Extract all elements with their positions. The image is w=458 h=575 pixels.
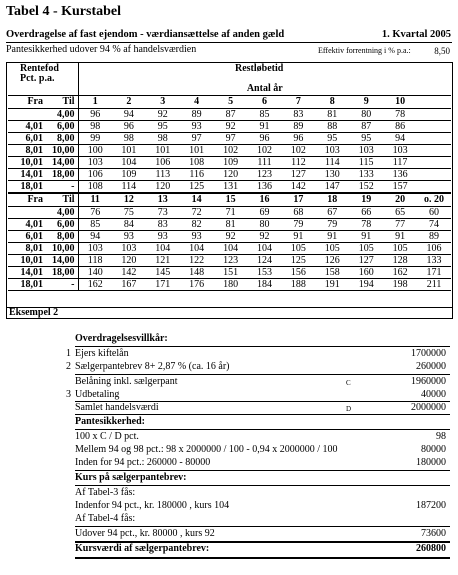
kurs-value: 106 (417, 243, 451, 255)
line2-no: 2 (66, 361, 71, 372)
kurs-value: 99 (78, 133, 112, 145)
kurs-value: 188 (281, 279, 315, 291)
kurs-value: 136 (248, 181, 282, 194)
fra-header: Fra (8, 96, 43, 109)
kurs-value: 136 (383, 169, 417, 181)
kurs-value: 105 (315, 243, 349, 255)
line3-label: Udbetaling (75, 389, 120, 400)
kurs-value: 87 (214, 109, 248, 121)
year-header: 18 (315, 193, 349, 207)
rate-to: 14,00 (43, 255, 78, 267)
kurs-value: 130 (315, 169, 349, 181)
pantesikkerhed-line-2: Mellem 94 og 98 pct.: 98 x 2000000 / 100 - 0,94 x 2000000 / 100 (75, 444, 338, 455)
kurs-value: 78 (383, 109, 417, 121)
kurs-value: 111 (248, 157, 282, 169)
rate-to: 6,00 (43, 219, 78, 231)
kurs-value: 118 (78, 255, 112, 267)
pantesikkerhed-title: Pantesikkerhed: (75, 416, 145, 427)
kurs-value: 96 (248, 133, 282, 145)
rate-to: - (43, 181, 78, 194)
kurs-value: 101 (112, 145, 146, 157)
kurs-value: 105 (281, 243, 315, 255)
kurs-value: 96 (112, 121, 146, 133)
rate-to: 8,00 (43, 231, 78, 243)
rate-from: 18,01 (8, 279, 43, 291)
fra-header: Fra (8, 193, 43, 207)
divider (75, 429, 450, 430)
kurs-value: 103 (315, 145, 349, 157)
kurs-value: 72 (180, 207, 214, 219)
kurs-value: 106 (146, 157, 180, 169)
kurs-value: 104 (112, 157, 146, 169)
divider (75, 346, 450, 347)
year-header: 6 (248, 96, 282, 109)
kurs-value: 83 (146, 219, 180, 231)
kurs-value: 133 (417, 255, 451, 267)
kurs-value: 142 (281, 181, 315, 194)
line3-no: 3 (66, 389, 71, 400)
kurs-value: 65 (383, 207, 417, 219)
kurs-value: 157 (383, 181, 417, 194)
til-header: Til (43, 96, 78, 109)
rate-to: - (43, 279, 78, 291)
kurs-value: 94 (383, 133, 417, 145)
pantesikkerhed-line-3: Inden for 94 pct.: 260000 - 80000 (75, 457, 211, 468)
kurs-value: 84 (112, 219, 146, 231)
year-header: 2 (112, 96, 146, 109)
kurs-value: 152 (349, 181, 383, 194)
pantesikkerhed-line-1: 100 x C / D pct. (75, 431, 139, 442)
til-header: Til (43, 193, 78, 207)
kurs-value: 103 (112, 243, 146, 255)
kurs-value: 101 (146, 145, 180, 157)
pantesikkerhed-value-1: 98 (436, 431, 446, 442)
year-header: 5 (214, 96, 248, 109)
rate-to: 6,00 (43, 121, 78, 133)
year-header: 20 (383, 193, 417, 207)
year-header: 3 (146, 96, 180, 109)
divider (75, 374, 450, 375)
antal-ar-label: Antal år (246, 83, 283, 94)
pantesikkerhed-value-3: 180000 (416, 457, 446, 468)
year-header: 4 (180, 96, 214, 109)
kurs-value: 153 (248, 267, 282, 279)
total-label: Kursværdi af sælgerpantebrev: (75, 543, 210, 554)
kurs-value: 91 (349, 231, 383, 243)
kurs-value: 180 (214, 279, 248, 291)
total-value: 260800 (416, 543, 446, 554)
kurs-value: 104 (146, 243, 180, 255)
kurs-value: 94 (78, 231, 112, 243)
kurs-value: 120 (146, 181, 180, 194)
kurs-value: 162 (383, 267, 417, 279)
kurs-value: 160 (349, 267, 383, 279)
effektiv-forrentning-label: Effektiv forrentning i % p.a.: (318, 46, 411, 55)
year-header: 19 (349, 193, 383, 207)
kurs-value: 145 (146, 267, 180, 279)
kurs-value: 128 (383, 255, 417, 267)
kurs-value: 91 (383, 231, 417, 243)
rate-from: 14,01 (8, 267, 43, 279)
rate-to: 10,00 (43, 243, 78, 255)
page-title: Tabel 4 - Kurstabel (6, 4, 121, 19)
kurs-value: 66 (349, 207, 383, 219)
kurs-value: 96 (78, 109, 112, 121)
kurs-value: 176 (180, 279, 214, 291)
line1-no: 1 (66, 348, 71, 359)
kurs-value: 67 (315, 207, 349, 219)
kurs-value: 125 (180, 181, 214, 194)
kurs-value: 112 (281, 157, 315, 169)
kurs-value: 80 (248, 219, 282, 231)
kurs-value: 122 (180, 255, 214, 267)
kurs-value: 75 (112, 207, 146, 219)
kurs-value: 148 (180, 267, 214, 279)
kurs-value: 83 (281, 109, 315, 121)
rate-to: 4,00 (43, 109, 78, 121)
kurs-value: 94 (112, 109, 146, 121)
divider (75, 414, 450, 415)
rate-to: 4,00 (43, 207, 78, 219)
kurs-value: 74 (417, 219, 451, 231)
kurs-value: 82 (180, 219, 214, 231)
kurs-value: 81 (315, 109, 349, 121)
kurs-value: 93 (146, 231, 180, 243)
pct-pa-label: Pct. p.a. (20, 73, 55, 84)
divider (75, 526, 450, 527)
belaning-label: Belåning inkl. sælgerpant (75, 376, 178, 387)
samlet-label: Samlet handelsværdi (75, 402, 159, 413)
kurs-value: 60 (417, 207, 451, 219)
kurs-value: 73 (146, 207, 180, 219)
divider (75, 485, 450, 486)
rate-from: 18,01 (8, 181, 43, 194)
rate-to: 18,00 (43, 267, 78, 279)
kurs-value: 78 (349, 219, 383, 231)
kurs-value: 104 (248, 243, 282, 255)
kurs-value: 98 (112, 133, 146, 145)
kurs-value: 93 (112, 231, 146, 243)
kurs-value: 88 (315, 121, 349, 133)
kurs-line-4: Udover 94 pct., kr. 80000 , kurs 92 (75, 528, 215, 539)
kurs-value: 158 (315, 267, 349, 279)
kurs-value: 211 (417, 279, 451, 291)
kurs-title: Kurs på sælgerpantebrev: (75, 472, 187, 483)
year-header: 7 (281, 96, 315, 109)
kurs-value: 77 (383, 219, 417, 231)
rate-to: 10,00 (43, 145, 78, 157)
kurs-value: 85 (78, 219, 112, 231)
kurs-value: 102 (214, 145, 248, 157)
effektiv-forrentning-value: 8,50 (434, 46, 450, 56)
kurs-value: 125 (281, 255, 315, 267)
rate-from: 10,01 (8, 157, 43, 169)
quarter-label: 1. Kvartal 2005 (381, 29, 451, 40)
kurs-value: 147 (315, 181, 349, 194)
kurs-value: 133 (349, 169, 383, 181)
kurs-value: 102 (248, 145, 282, 157)
kurs-value: 194 (349, 279, 383, 291)
kurs-value: 103 (78, 157, 112, 169)
kurs-value: 124 (248, 255, 282, 267)
example-heading: Eksempel 2 (9, 307, 59, 318)
kurs-value: 167 (112, 279, 146, 291)
year-header: 11 (78, 193, 112, 207)
kurs-value: 114 (112, 181, 146, 194)
kurs-value: 92 (146, 109, 180, 121)
kurs-value: 68 (281, 207, 315, 219)
kurs-value: 93 (180, 231, 214, 243)
kurs-value: 120 (112, 255, 146, 267)
kurs-value: 102 (281, 145, 315, 157)
overdragelse-title: Overdragelsesvillkår: (75, 333, 168, 344)
kurs-value: 127 (349, 255, 383, 267)
kurs-value: 151 (214, 267, 248, 279)
kurs-value: 92 (214, 231, 248, 243)
kurs-value-4: 73600 (421, 528, 446, 539)
pantesikkerhed-value-2: 80000 (421, 444, 446, 455)
rate-from: 14,01 (8, 169, 43, 181)
kurs-value: 89 (417, 231, 451, 243)
kurs-value: 171 (146, 279, 180, 291)
year-header: 14 (180, 193, 214, 207)
kurs-value: 91 (248, 121, 282, 133)
year-header: 10 (383, 96, 417, 109)
rate-from: 6,01 (8, 231, 43, 243)
divider (75, 470, 450, 471)
rate-to: 18,00 (43, 169, 78, 181)
kurs-value: 103 (383, 145, 417, 157)
kurs-value: 191 (315, 279, 349, 291)
rate-from: 6,01 (8, 133, 43, 145)
belaning-mark: C (346, 379, 351, 387)
kurs-value: 109 (214, 157, 248, 169)
kurs-value: 71 (214, 207, 248, 219)
kurs-value: 101 (180, 145, 214, 157)
kurs-value: 93 (180, 121, 214, 133)
kurs-value: 69 (248, 207, 282, 219)
kurs-value: 109 (112, 169, 146, 181)
belaning-value: 1960000 (411, 376, 446, 387)
kurs-value: 96 (281, 133, 315, 145)
year-header: 13 (146, 193, 180, 207)
rate-from: 10,01 (8, 255, 43, 267)
kurs-value: 97 (214, 133, 248, 145)
kurs-value: 108 (180, 157, 214, 169)
kurs-value: 106 (78, 169, 112, 181)
kurs-value: 140 (78, 267, 112, 279)
kurs-value: 91 (281, 231, 315, 243)
year-header: 1 (78, 96, 112, 109)
kurs-value: 80 (349, 109, 383, 121)
kurs-value: 123 (248, 169, 282, 181)
kurs-value: 114 (315, 157, 349, 169)
kurs-value: 103 (349, 145, 383, 157)
kurs-value: 89 (281, 121, 315, 133)
kurs-value: 100 (78, 145, 112, 157)
year-header: 12 (112, 193, 146, 207)
year-header: 9 (349, 96, 383, 109)
kurs-value: 121 (146, 255, 180, 267)
year-header: 8 (315, 96, 349, 109)
kurs-value: 95 (349, 133, 383, 145)
rate-from: 8,01 (8, 145, 43, 157)
kurs-value: 79 (281, 219, 315, 231)
kurs-value: 123 (214, 255, 248, 267)
kurs-value: 117 (383, 157, 417, 169)
line2-label: Sælgerpantebrev 8+ 2,87 % (ca. 16 år) (75, 361, 230, 372)
kurs-value: 108 (78, 181, 112, 194)
kurs-line-2: Indenfor 94 pct., kr. 180000 , kurs 104 (75, 500, 230, 511)
kurs-value: 92 (214, 121, 248, 133)
rate-from: 8,01 (8, 243, 43, 255)
kurs-value: 184 (248, 279, 282, 291)
line1-value: 1700000 (411, 348, 446, 359)
kurs-value-2: 187200 (416, 500, 446, 511)
kurs-value: 95 (315, 133, 349, 145)
kurs-value: 81 (214, 219, 248, 231)
subtitle: Overdragelse af fast ejendom - værdiansættelse af anden gæld (6, 29, 285, 40)
kurs-value: 198 (383, 279, 417, 291)
kurs-value: 79 (315, 219, 349, 231)
rentefod-label: Rentefod (20, 63, 59, 74)
kurs-value: 131 (214, 181, 248, 194)
kurs-value: 87 (349, 121, 383, 133)
kurs-value: 98 (78, 121, 112, 133)
line3-value: 40000 (421, 389, 446, 400)
kurs-value: 162 (78, 279, 112, 291)
samlet-value: 2000000 (411, 402, 446, 413)
year-header: o. 20 (417, 193, 451, 207)
kurs-value: 104 (214, 243, 248, 255)
year-header: 15 (214, 193, 248, 207)
rate-from: 4,01 (8, 219, 43, 231)
kurs-value: 115 (349, 157, 383, 169)
kurs-value: 104 (180, 243, 214, 255)
kurs-value: 103 (78, 243, 112, 255)
year-header: 17 (281, 193, 315, 207)
kurs-value: 156 (281, 267, 315, 279)
kurs-value: 98 (146, 133, 180, 145)
restlobetid-label: Restløbetid (235, 63, 284, 74)
kurs-value: 171 (417, 267, 451, 279)
line1-label: Ejers kiftelån (75, 348, 129, 359)
kurs-value: 89 (180, 109, 214, 121)
kurs-line-3: Af Tabel-4 fås: (75, 513, 136, 524)
rate-from: 4,01 (8, 121, 43, 133)
kurs-value: 127 (281, 169, 315, 181)
kurs-value: 105 (349, 243, 383, 255)
kurs-value: 76 (78, 207, 112, 219)
kurs-value: 92 (248, 231, 282, 243)
kurs-value: 142 (112, 267, 146, 279)
kurs-value: 95 (146, 121, 180, 133)
total-divider (75, 557, 450, 559)
kurs-value: 86 (383, 121, 417, 133)
kurs-value: 105 (383, 243, 417, 255)
kurs-value: 120 (214, 169, 248, 181)
kurs-value: 97 (180, 133, 214, 145)
rate-to: 14,00 (43, 157, 78, 169)
samlet-mark: D (346, 405, 352, 413)
line2-value: 260000 (416, 361, 446, 372)
kurs-value: 126 (315, 255, 349, 267)
kurs-value: 85 (248, 109, 282, 121)
kurs-value: 116 (180, 169, 214, 181)
kurs-value: 91 (315, 231, 349, 243)
kurs-line-1: Af Tabel-3 fås: (75, 487, 136, 498)
year-header: 16 (248, 193, 282, 207)
pantesikkerhed-note: Pantesikkerhed udover 94 % af handelsværdien (6, 44, 197, 55)
kurs-value: 113 (146, 169, 180, 181)
rate-to: 8,00 (43, 133, 78, 145)
